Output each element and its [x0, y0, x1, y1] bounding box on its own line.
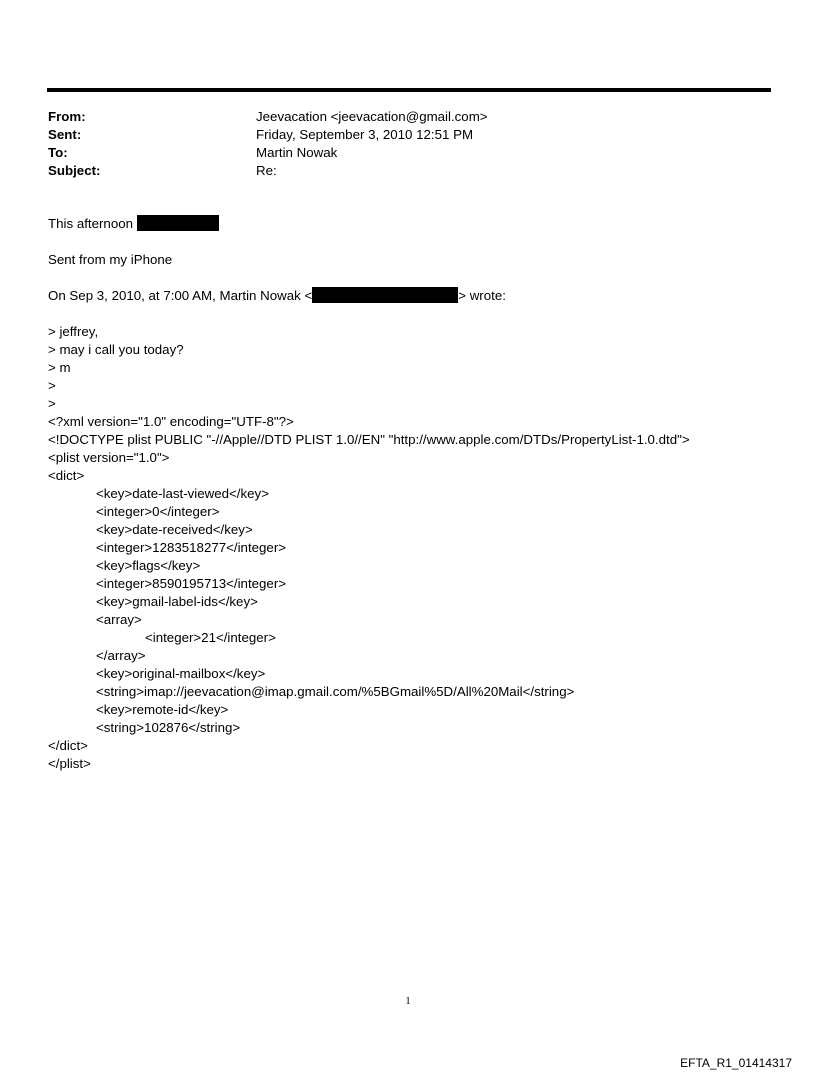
plist-line: <integer>8590195713</integer> — [96, 576, 287, 591]
plist-line: <key>remote-id</key> — [96, 702, 229, 717]
quoted-line: > — [48, 396, 56, 411]
plist-content — [48, 413, 788, 773]
to-row — [48, 144, 748, 162]
subject-row — [48, 162, 748, 180]
page-number: 1 — [405, 995, 411, 1007]
plist-line: <string>imap://jeevacation@imap.gmail.com/%5BGmail%5D/All%20Mail</string> — [96, 684, 575, 699]
header-rule — [47, 88, 771, 92]
plist-line: <!DOCTYPE plist PUBLIC "-//Apple//DTD PLIST 1.0//EN" "http://www.apple.com/DTDs/PropertyList-1.0.dtd"> — [48, 432, 690, 447]
sent-value: Friday, September 3, 2010 12:51 PM — [256, 127, 474, 142]
plist-line: <string>102876</string> — [96, 720, 241, 735]
document-id: EFTA_R1_01414317 — [680, 1056, 792, 1070]
plist-line: </plist> — [48, 756, 91, 771]
sent-row — [48, 126, 748, 144]
to-value: Martin Nowak — [256, 145, 338, 160]
quoted-line: > jeffrey, — [48, 324, 99, 339]
quoted-line: > may i call you today? — [48, 342, 184, 357]
plist-line: </dict> — [48, 738, 88, 753]
email-header — [48, 108, 748, 180]
plist-line: <dict> — [48, 468, 85, 483]
quoted-line: > — [48, 378, 56, 393]
plist-line: <key>gmail-label-ids</key> — [96, 594, 258, 609]
plist-line: <?xml version="1.0" encoding="UTF-8"?> — [48, 414, 294, 429]
plist-line: <key>flags</key> — [96, 558, 201, 573]
plist-line: </array> — [96, 648, 146, 663]
plist-line: <key>original-mailbox</key> — [96, 666, 266, 681]
quoted-line: > m — [48, 360, 71, 375]
plist-line: <key>date-received</key> — [96, 522, 253, 537]
from-row — [48, 108, 748, 126]
signature-line: Sent from my iPhone — [48, 252, 173, 267]
plist-line: <integer>21</integer> — [145, 630, 276, 645]
plist-line: <array> — [96, 612, 142, 627]
quote-intro — [48, 287, 788, 305]
quote-intro-after: > wrote: — [458, 288, 506, 303]
plist-line: <integer>1283518277</integer> — [96, 540, 287, 555]
plist-line: <key>date-last-viewed</key> — [96, 486, 269, 501]
subject-value: Re: — [256, 163, 277, 178]
plist-line: <integer>0</integer> — [96, 504, 220, 519]
from-value: Jeevacation <jeevacation@gmail.com> — [256, 109, 488, 124]
plist-line: <plist version="1.0"> — [48, 450, 170, 465]
redaction-block — [312, 287, 458, 303]
redaction-block — [137, 215, 219, 231]
from-label: From: — [48, 109, 86, 124]
quoted-message — [48, 323, 788, 413]
to-label: To: — [48, 145, 68, 160]
subject-label: Subject: — [48, 163, 101, 178]
message-line — [48, 215, 788, 233]
email-body — [48, 215, 788, 773]
message-text: This afternoon — [48, 216, 134, 231]
quote-intro-before: On Sep 3, 2010, at 7:00 AM, Martin Nowak < — [48, 288, 313, 303]
sent-label: Sent: — [48, 127, 82, 142]
